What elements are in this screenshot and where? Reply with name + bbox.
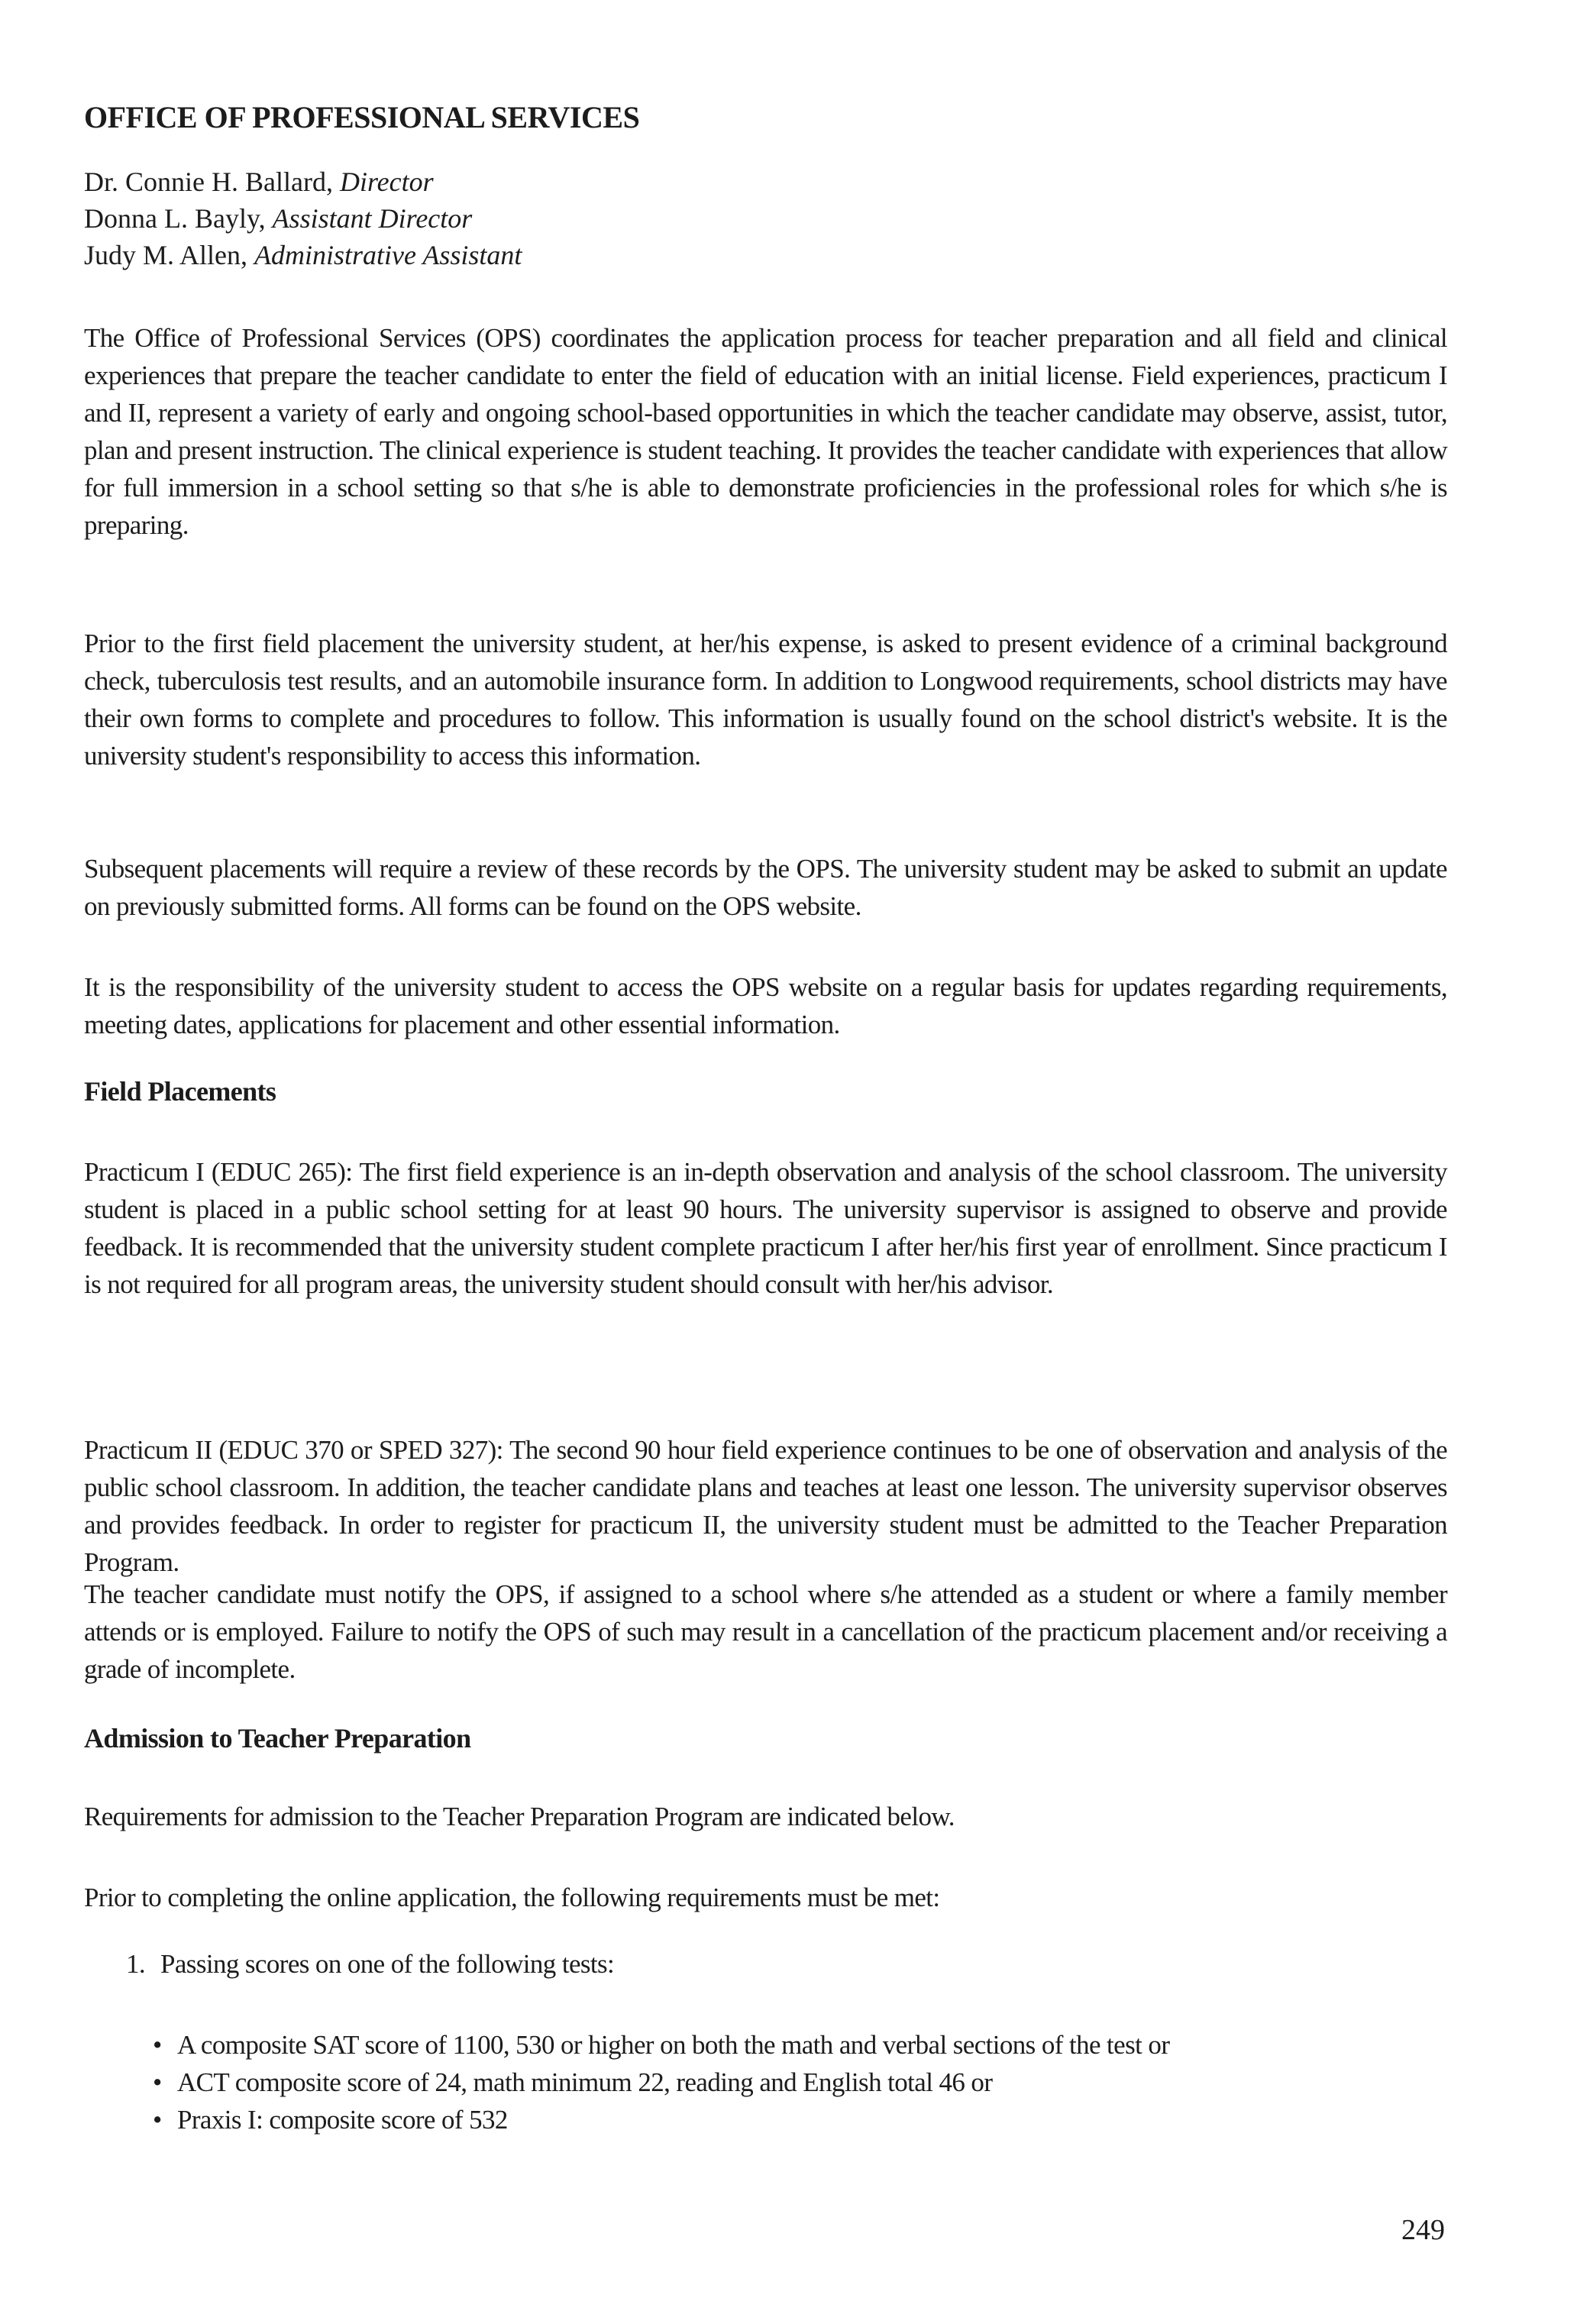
bullet-icon: •: [153, 2105, 162, 2135]
bullet-icon: •: [153, 2067, 162, 2097]
staff-name: Judy M. Allen,: [84, 240, 255, 270]
list-item: [153, 2101, 1451, 2138]
list-item-text: A composite SAT score of 1100, 530 or higher on both the math and verbal sections of the test or: [177, 2030, 1170, 2060]
numbered-item: [126, 1949, 1424, 1980]
staff-director: [84, 163, 1447, 200]
practicum-1-paragraph: Practicum I (EDUC 265): The first field experience is an in-depth observation and analysis of the school classroom. The university student is placed in a public school setting for at least 90 hours. The university supervisor is assigned to observe and provide feedback. It is recommended that the university student complete practicum I after her/his first year of enrollment. Since practicum I is not required for all program areas, the university student should consult with her/his advisor.: [84, 1157, 1447, 1299]
page-title: OFFICE OF PROFESSIONAL SERVICES: [84, 100, 640, 134]
staff-list: [84, 163, 1447, 273]
staff-role: Assistant Director: [272, 203, 473, 234]
staff-name: Dr. Connie H. Ballard,: [84, 166, 340, 197]
list-item: [153, 2026, 1451, 2064]
field-placements-heading: Field Placements: [84, 1076, 276, 1107]
staff-name: Donna L. Bayly,: [84, 203, 273, 234]
practicum-2-paragraph: Practicum II (EDUC 370 or SPED 327): The second 90 hour field experience continues to be one of observation and analysis of the public school classroom. In addition, the teacher candidate plans and teaches at least one lesson. The university supervisor observes and provides feedback. In order to register for practicum II, the university student must be admitted to the Teacher Preparation Program.: [84, 1435, 1447, 1577]
staff-role: Director: [339, 166, 434, 197]
staff-administrative-assistant: [84, 237, 1447, 273]
staff-assistant-director: [84, 200, 1447, 237]
admission-prior: Prior to completing the online application, the following requirements must be met:: [84, 1883, 940, 1912]
page-number: 249: [1401, 2214, 1445, 2246]
intro-paragraph: The Office of Professional Services (OPS) coordinates the application process for teacher preparation and all field and clinical experiences that prepare the teacher candidate to enter the field of education with an initial license. Field experiences, practicum I and II, represent a variety of early and ongoing school-based opportunities in which the teacher candidate may observe, assist, tutor, plan and present instruction. The clinical experience is student teaching. It provides the teacher candidate with experiences that allow for full immersion in a school setting so that s/he is able to demonstrate proficiencies in the professional roles for which s/he is preparing.: [84, 323, 1447, 540]
list-item-text: ACT composite score of 24, math minimum 22, reading and English total 46 or: [177, 2067, 993, 2097]
subsequent-placements-paragraph: Subsequent placements will require a review of these records by the OPS. The university student may be asked to submit an update on previously submitted forms. All forms can be found on the OPS website.: [84, 854, 1447, 921]
item-text: Passing scores on one of the following tests:: [160, 1949, 615, 1979]
prior-placement-paragraph: Prior to the first field placement the university student, at her/his expense, is asked to present evidence of a criminal background check, tuberculosis test results, and an automobile insurance form. In addition to Longwood requirements, school districts may have their own forms to complete and procedures to follow. This information is usually found on the school district's website. It is the university student's responsibility to access this information.: [84, 629, 1447, 771]
notify-paragraph: The teacher candidate must notify the OPS, if assigned to a school where s/he attended as a student or where a family member attends or is employed. Failure to notify the OPS of such may result in a cancellation of the practicum placement and/or receiving a grade of incomplete.: [84, 1579, 1447, 1684]
test-score-list: [153, 2026, 1451, 2138]
staff-role: Administrative Assistant: [254, 240, 522, 270]
list-item-text: Praxis I: composite score of 532: [177, 2105, 508, 2135]
list-item: [153, 2064, 1451, 2101]
admission-intro: Requirements for admission to the Teacher Preparation Program are indicated below.: [84, 1802, 955, 1831]
admission-heading: Admission to Teacher Preparation: [84, 1723, 471, 1754]
bullet-icon: •: [153, 2030, 162, 2060]
responsibility-paragraph: It is the responsibility of the university student to access the OPS website on a regular basis for updates regarding requirements, meeting dates, applications for placement and other essential information.: [84, 972, 1447, 1039]
item-number: 1.: [126, 1949, 146, 1979]
